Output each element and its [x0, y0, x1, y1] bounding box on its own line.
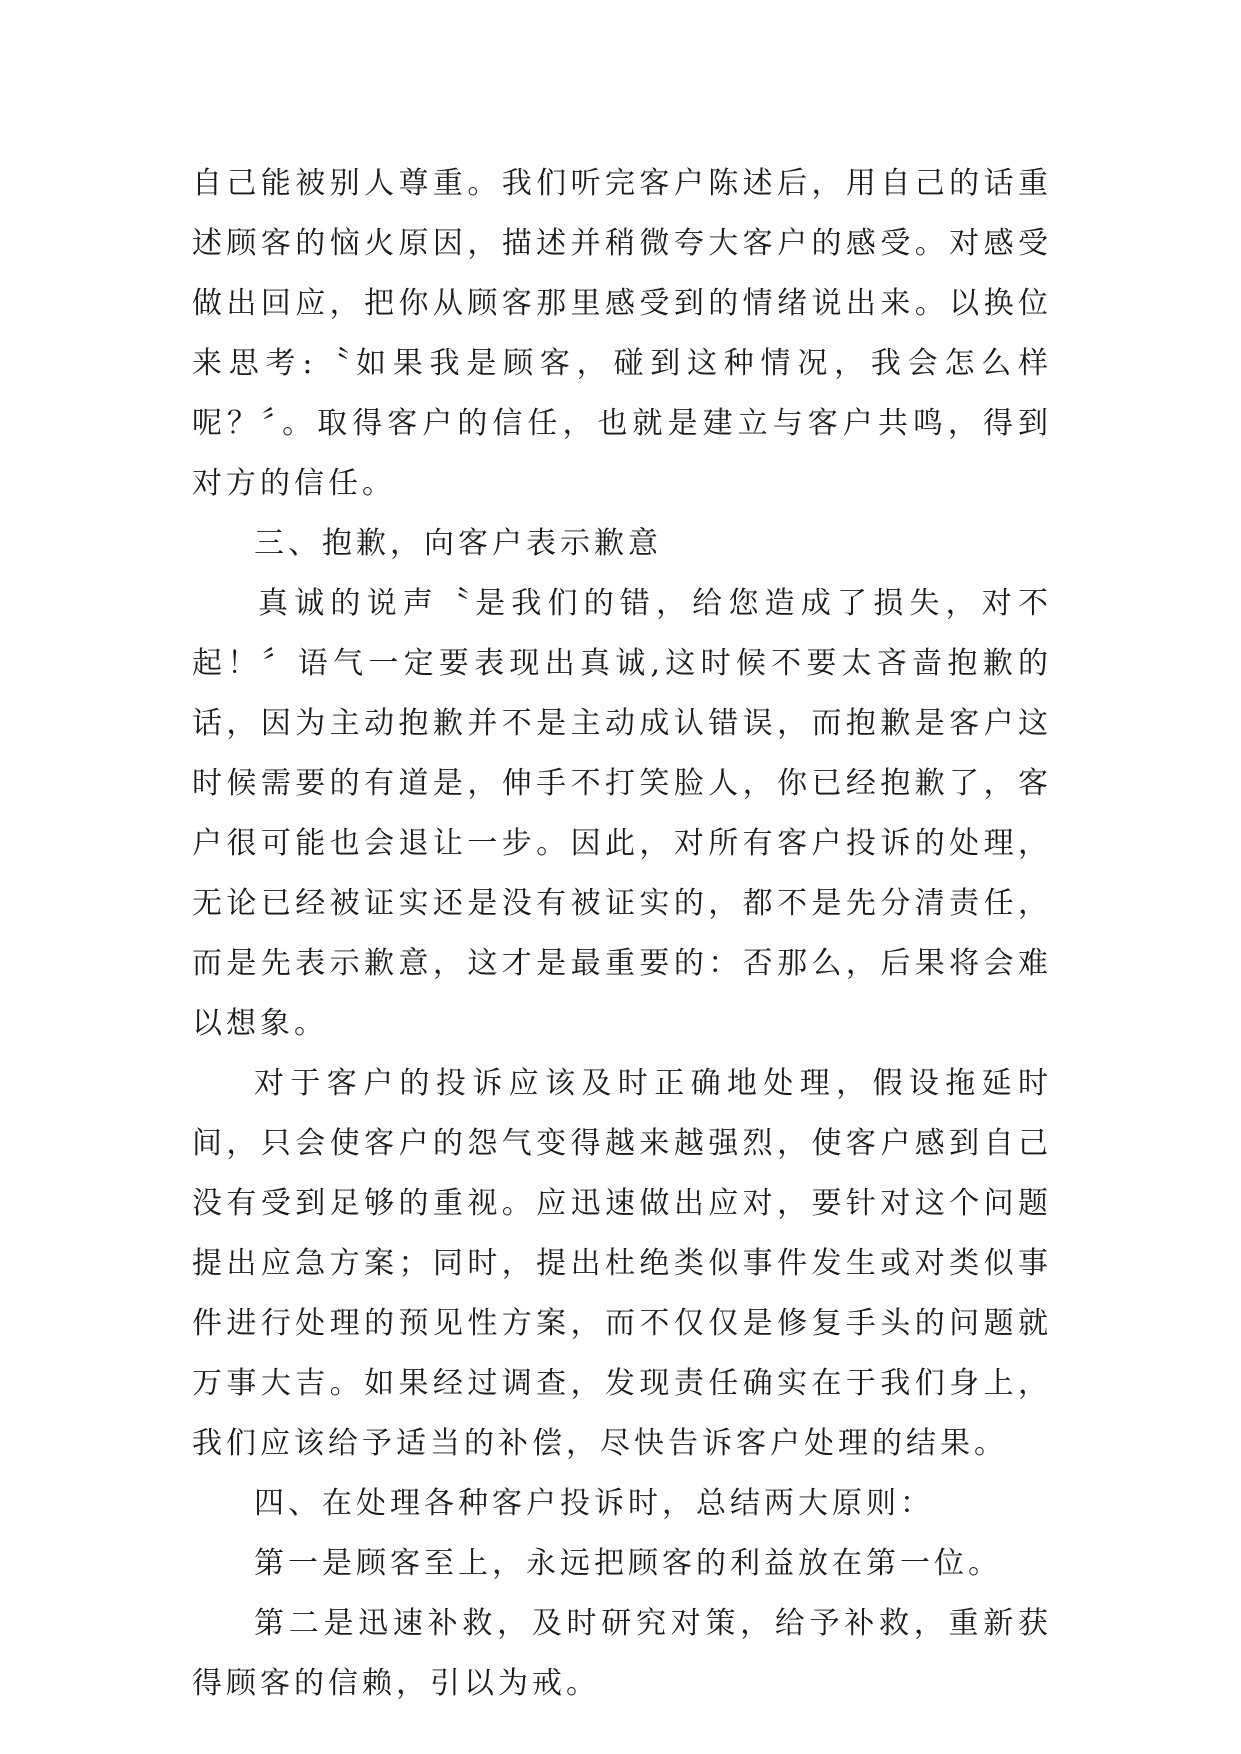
- principle-one: 第一是顾客至上，永远把顾客的利益放在第一位。: [254, 1546, 1002, 1581]
- paragraph-empathy-continued: 自己能被别人尊重。我们听完客户陈述后，用自己的话重述顾客的恼火原因，描述并稍微夸大客户的感受。对感受做出回应，把你从顾客那里感受到的情绪说出来。以换位来思考:〝如果我是顾客，碰到这种情况，我会怎么样呢？〞。取得客户的信任，也就是建立与客户共鸣，得到对方的信任。: [192, 166, 1052, 501]
- paragraph-timely-handling: 对于客户的投诉应该及时正确地处理，假设拖延时间，只会使客户的怨气变得越来越强烈，使客户感到自己没有受到足够的重视。应迅速做出应对，要针对这个问题提出应急方案；同时，提出杜绝类似事件发生或对类似事件进行处理的预见性方案，而不仅仅是修复手头的问题就万事大吉。如果经过调查，发现责任确实在于我们身上，我们应该给予适当的补偿，尽快告诉客户处理的结果。: [192, 1066, 1052, 1461]
- principle-two: 第二是迅速补救，及时研究对策，给予补救，重新获得顾客的信赖，引以为戒。: [192, 1606, 1052, 1701]
- document-body: [192, 154, 1052, 1714]
- paragraph-sincere-apology: 真诚的说声〝是我们的错，给您造成了损失，对不起！〞语气一定要表现出真诚,这时候不要太吝啬抱歉的话，因为主动抱歉并不是主动成认错误，而抱歉是客户这时候需要的有道是，伸手不打笑脸人，你已经抱歉了，客户很可能也会退让一步。因此，对所有客户投诉的处理，无论已经被证实还是没有被证实的，都不是先分清责任，而是先表示歉意，这才是最重要的：否那么，后果将会难以想象。: [192, 586, 1052, 1041]
- section-heading-two-principles: 四、在处理各种客户投诉时，总结两大原则：: [254, 1486, 934, 1521]
- section-heading-apologize: 三、抱歉，向客户表示歉意: [254, 526, 662, 561]
